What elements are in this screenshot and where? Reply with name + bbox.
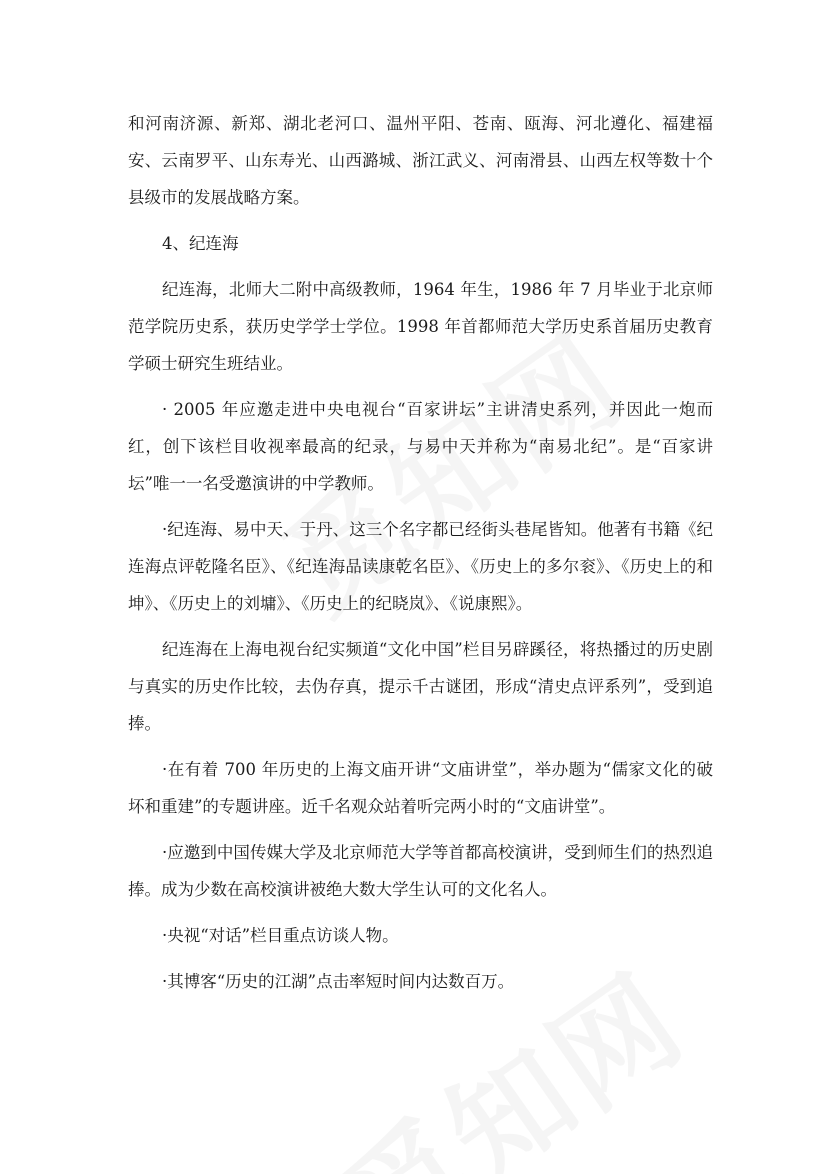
paragraph-wenmiao-lecture: ·在有着 700 年历史的上海文庙开讲“文庙讲堂”，举办题为“儒家文化的破坏和重建”的专题讲座。近千名观众站着听完两小时的“文庙讲堂”。 bbox=[128, 760, 713, 816]
paragraph-bio: 纪连海，北师大二附中高级教师，1964 年生，1986 年 7 月毕业于北京师范学院历史系，获历史学学士学位。1998 年首都师范大学历史系首届历史教育学硕士研究生班结业。 bbox=[128, 280, 713, 373]
paragraph-blog: ·其博客“历史的江湖”点击率短时间内达数百万。 bbox=[162, 972, 515, 991]
section-heading-ji-lianhai: 4、纪连海 bbox=[162, 234, 239, 253]
document-body bbox=[128, 105, 713, 1009]
paragraph-books: ·纪连海、易中天、于丹、这三个名字都已经街头巷尾皆知。他著有书籍《纪连海点评乾隆名臣》、《纪连海品读康乾名臣》、《历史上的多尔衮》、《历史上的和坤》、《历史上的刘墉》、《历史上的纪晓岚》、《说康熙》。 bbox=[128, 520, 713, 613]
paragraph-university-lectures: ·应邀到中国传媒大学及北京师范大学等首都高校演讲，受到师生们的热烈追捧。成为少数在高校演讲被绝大数大学生认可的文化名人。 bbox=[128, 843, 713, 899]
paragraph-documentary-channel: 纪连海在上海电视台纪实频道“文化中国”栏目另辟蹊径，将热播过的历史剧与真实的历史作比较，去伪存真，提示千古谜团，形成“清史点评系列”，受到追捧。 bbox=[128, 640, 713, 733]
paragraph-county-plans: 和河南济源、新郑、湖北老河口、温州平阳、苍南、瓯海、河北遵化、福建福安、云南罗平、山东寿光、山西潞城、浙江武义、河南滑县、山西左权等数十个县级市的发展战略方案。 bbox=[128, 114, 713, 207]
paragraph-cctv-dialogue: ·央视“对话”栏目重点访谈人物。 bbox=[162, 926, 399, 945]
paragraph-baijia-jiangtan: · 2005 年应邀走进中央电视台“百家讲坛”主讲清史系列，并因此一炮而红，创下该栏目收视率最高的纪录，与易中天并称为“南易北纪”。是“百家讲坛”唯一一名受邀演讲的中学教师。 bbox=[128, 400, 713, 493]
